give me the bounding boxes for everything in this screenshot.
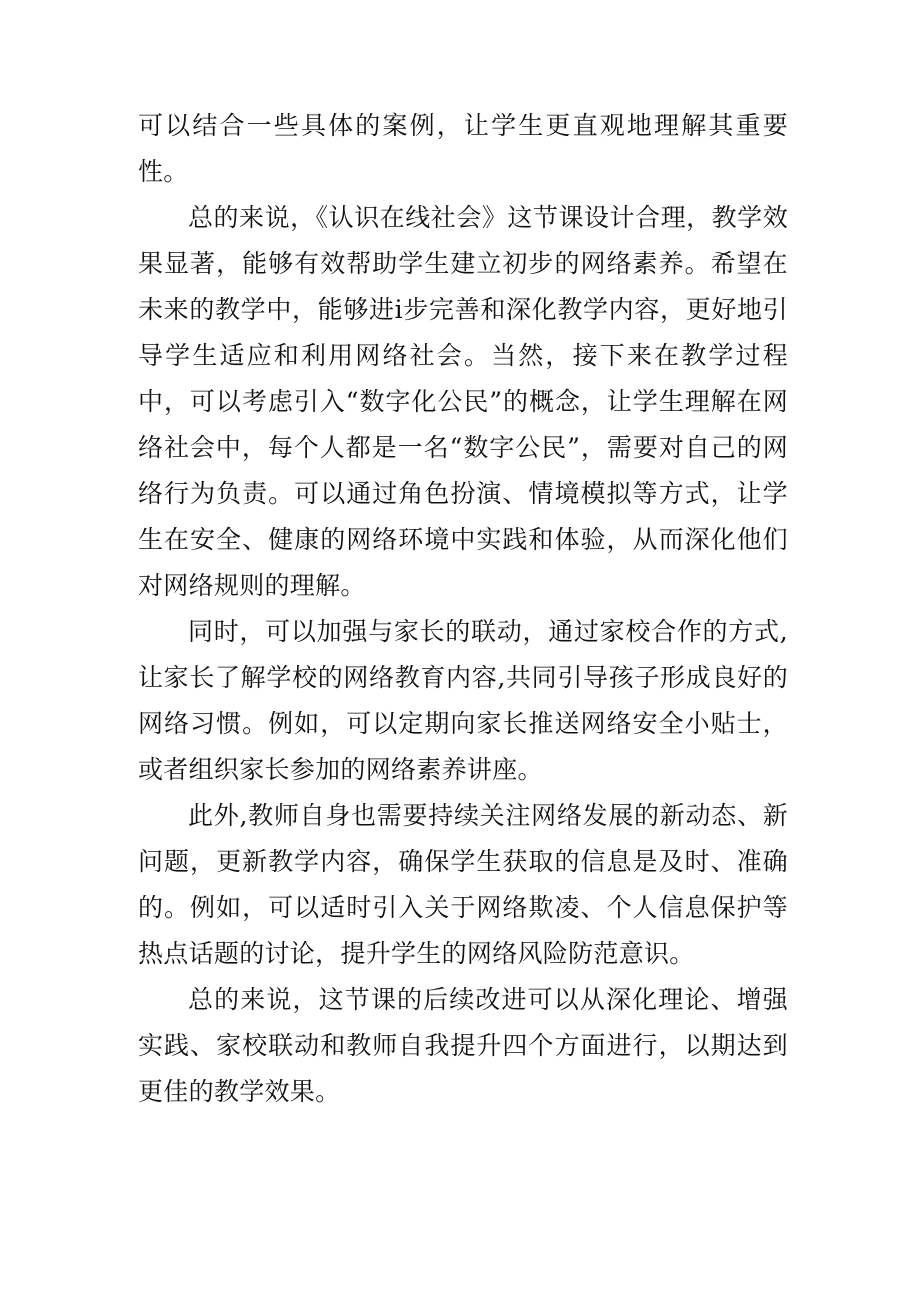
document-body <box>138 103 788 1115</box>
paragraph-parents: 同时，可以加强与家长的联动，通过家校合作的方式,让家长了解学校的网络教育内容,共同引导孩子形成良好的网络习惯。例如，可以定期向家长推送网络安全小贴士，或者组织家长参加的网络素养讲座。 <box>138 617 788 784</box>
paragraph-summary: 总的来说，《认识在线社会》这节课设计合理，教学效果显著，能够有效帮助学生建立初步的网络素养。希望在未来的教学中，能够进i步完善和深化教学内容，更好地引导学生适应和利用网络社会。当然，接下来在教学过程中，可以考虑引入“数字化公民”的概念，让学生理解在网络社会中，每个人都是一名“数字公民”，需要对自己的网络行为负责。可以通过角色扮演、情境模拟等方式，让学生在安全、健康的网络环境中实践和体验，从而深化他们对网络规则的理解。 <box>138 203 788 600</box>
paragraph-conclusion: 总的来说，这节课的后续改进可以从深化理论、增强实践、家校联动和教师自我提升四个方面进行，以期达到更佳的教学效果。 <box>138 985 788 1106</box>
paragraph-teachers: 此外,教师自身也需要持续关注网络发展的新动态、新问题，更新教学内容，确保学生获取的信息是及时、准确的。例如，可以适时引入关于网络欺凌、个人信息保护等热点话题的讨论，提升学生的网络风险防范意识。 <box>138 801 788 968</box>
paragraph-continuation: 可以结合一些具体的案例，让学生更直观地理解其重要性。 <box>138 111 788 186</box>
